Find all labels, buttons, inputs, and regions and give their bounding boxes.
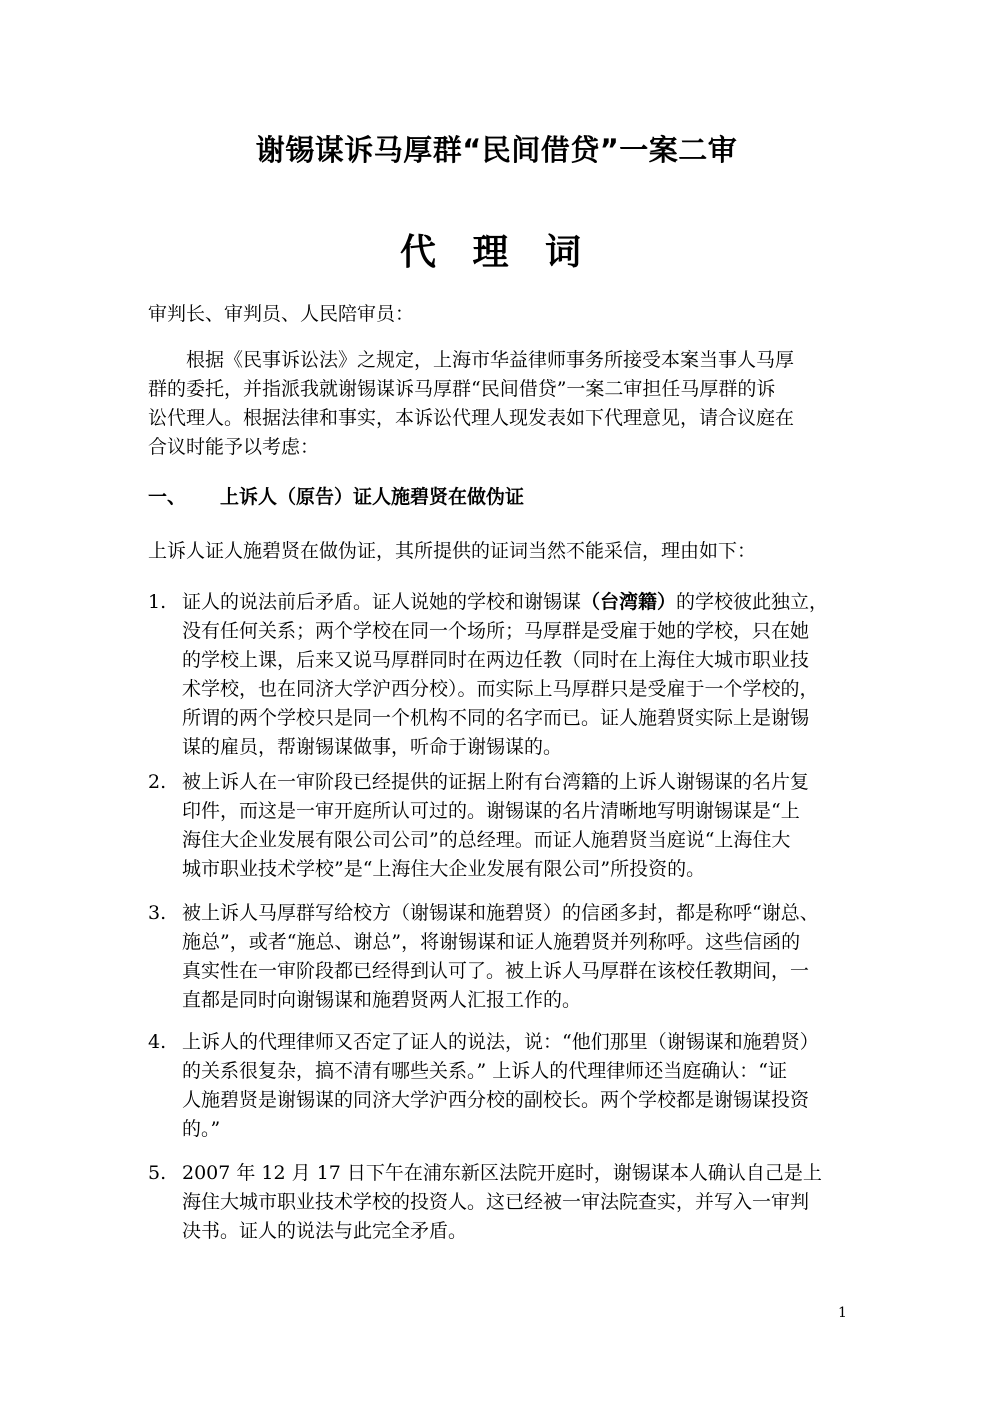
list-marker: 4. — [148, 1031, 167, 1053]
list-item-body — [182, 768, 809, 884]
list-line — [182, 588, 828, 617]
list-line: 被上诉人在一审阶段已经提供的证据上附有台湾籍的上诉人谢锡谋的名片复 — [182, 771, 810, 793]
salutation: 审判长、审判员、人民陪审员： — [148, 303, 415, 325]
list-line: 施总”，或者“施总、谢总”，将谢锡谋和证人施碧贤并列称呼。这些信函的 — [182, 931, 801, 953]
list-line-text: 的学校彼此独立， — [676, 591, 829, 613]
page-number: 1 — [838, 1305, 847, 1321]
list-marker: 5. — [148, 1162, 167, 1184]
list-line: 术学校，也在同济大学沪西分校）。而实际上马厚群只是受雇于一个学校的， — [182, 678, 819, 700]
intro-line: 讼代理人。根据法律和事实，本诉讼代理人现发表如下代理意见，请合议庭在 — [148, 407, 795, 429]
list-line: 2007 年 12 月 17 日下午在浦东新区法院开庭时，谢锡谋本人确认自己是上 — [182, 1162, 822, 1184]
list-item-body — [182, 588, 828, 762]
section-lead: 上诉人证人施碧贤在做伪证，其所提供的证词当然不能采信，理由如下： — [148, 540, 757, 562]
list-item-body — [182, 1028, 819, 1144]
list-line: 直都是同时向谢锡谋和施碧贤两人汇报工作的。 — [182, 989, 582, 1011]
list-line: 谋的雇员，帮谢锡谋做事，听命于谢锡谋的。 — [182, 736, 563, 758]
list-line: 决书。证人的说法与此完全矛盾。 — [182, 1220, 468, 1242]
list-line: 被上诉人马厚群写给校方（谢锡谋和施碧贤）的信函多封，都是称呼“谢总、 — [182, 902, 819, 924]
emphasis-text: （台湾籍） — [581, 591, 677, 613]
list-line: 真实性在一审阶段都已经得到认可了。被上诉人马厚群在该校任教期间，一 — [182, 960, 810, 982]
list-line: 印件，而这是一审开庭所认可过的。谢锡谋的名片清晰地写明谢锡谋是“上 — [182, 800, 800, 822]
list-line: 人施碧贤是谢锡谋的同济大学沪西分校的副校长。两个学校都是谢锡谋投资 — [182, 1089, 810, 1111]
list-line: 没有任何关系；两个学校在同一个场所；马厚群是受雇于她的学校，只在她 — [182, 620, 810, 642]
list-line-text: 证人的说法前后矛盾。证人说她的学校和谢锡谋 — [182, 591, 582, 613]
list-line: 的关系很复杂，搞不清有哪些关系。” 上诉人的代理律师还当庭确认：“证 — [182, 1060, 787, 1082]
list-marker: 2. — [148, 771, 167, 793]
section-number: 一、 — [148, 486, 187, 508]
list-item-body — [182, 1159, 822, 1246]
list-line: 海住大城市职业技术学校的投资人。这已经被一审法院查实，并写入一审判 — [182, 1191, 810, 1213]
list-item-body — [182, 899, 819, 1015]
intro-paragraph — [148, 346, 794, 462]
list-line: 所谓的两个学校只是同一个机构不同的名字而已。证人施碧贤实际上是谢锡 — [182, 707, 810, 729]
list-line: 的学校上课，后来又说马厚群同时在两边任教（同时在上海住大城市职业技 — [182, 649, 810, 671]
list-marker: 1. — [148, 591, 167, 613]
intro-line: 根据《民事诉讼法》之规定，上海市华益律师事务所接受本案当事人马厚 — [186, 349, 795, 371]
list-line: 城市职业技术学校”是“上海住大企业发展有限公司”所投资的。 — [182, 858, 706, 880]
intro-line: 合议时能予以考虑： — [148, 436, 320, 458]
list-line: 海住大企业发展有限公司公司”的总经理。而证人施碧贤当庭说“上海住大 — [182, 829, 791, 851]
list-line: 上诉人的代理律师又否定了证人的说法，说：“他们那里（谢锡谋和施碧贤） — [182, 1031, 819, 1053]
document-title: 谢锡谋诉马厚群“民间借贷”一案二审 — [255, 133, 738, 167]
intro-line: 群的委托，并指派我就谢锡谋诉马厚群“民间借贷”一案二审担任马厚群的诉 — [148, 378, 776, 400]
section-heading-text: 上诉人（原告）证人施碧贤在做伪证 — [220, 486, 525, 508]
section-heading — [148, 482, 524, 509]
list-line: 的。” — [182, 1118, 221, 1140]
document-subtitle: 代 理 词 — [399, 232, 594, 273]
list-marker: 3. — [148, 902, 167, 924]
